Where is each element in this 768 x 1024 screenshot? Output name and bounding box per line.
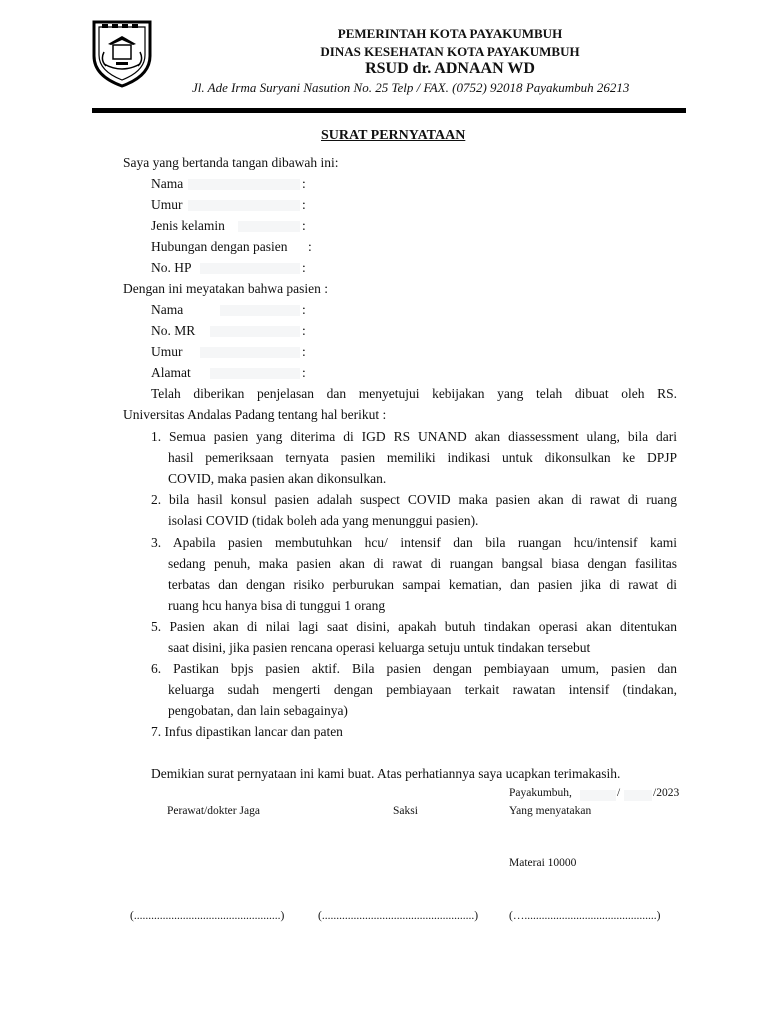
colon: :: [302, 218, 306, 233]
patient-name-field[interactable]: [220, 305, 300, 316]
header-address: Jl. Ade Irma Suryani Nasution No. 25 Telp / FAX. (0752) 92018 Payakumbuh 26213: [192, 80, 630, 95]
colon: :: [302, 197, 306, 212]
signature-day-field[interactable]: [580, 790, 616, 801]
closing-text: Demikian surat pernyataan ini kami buat. Atas perhatiannya saya ucapkan terimakasih.: [151, 766, 621, 781]
intro-text: Saya yang bertanda tangan dibawah ini:: [123, 155, 339, 170]
list-item-line: hasil pemeriksaan ternyata pasien memiliki indikasi untuk dikonsulkan ke DPJP: [168, 450, 677, 465]
signature-place: Payakumbuh,: [509, 787, 572, 799]
list-item-line: ruang hcu hanya bisa di tunggui 1 orang: [168, 598, 386, 613]
document-title: SURAT PERNYATAAN: [321, 128, 466, 143]
colon: :: [302, 302, 306, 317]
header-divider: [92, 108, 686, 113]
list-item-line: 1. Semua pasien yang diterima di IGD RS UNAND akan diassessment ulang, bila dari: [151, 429, 677, 444]
signature-year: /2023: [653, 787, 680, 799]
signature-line-declarant: (…..............................................): [509, 910, 661, 922]
patient-address-field[interactable]: [210, 368, 300, 379]
list-item-line: pengobatan, dan lain sebagainya): [168, 703, 348, 718]
list-item-line: isolasi COVID (tidak boleh ada yang menunggui pasien).: [168, 513, 479, 528]
patient-mr-label: No. MR: [151, 323, 196, 338]
header-government: PEMERINTAH KOTA PAYAKUMBUH: [337, 26, 563, 41]
paragraph-line: Telah diberikan penjelasan dan menyetujui kebijakan yang telah dibuat oleh RS.: [151, 386, 677, 401]
signature-col-declarant: Yang menyatakan: [509, 805, 592, 817]
signer-age-field[interactable]: [188, 200, 300, 211]
signature-line-nurse: (...................................................): [130, 910, 285, 922]
colon: :: [302, 323, 306, 338]
patient-name-label: Nama: [151, 302, 184, 317]
colon: :: [302, 344, 306, 359]
patient-intro-text: Dengan ini meyatakan bahwa pasien :: [123, 281, 329, 296]
patient-address-label: Alamat: [151, 365, 191, 380]
signer-phone-field[interactable]: [200, 263, 300, 274]
signer-name-field[interactable]: [188, 179, 300, 190]
list-item-line: 5. Pasien akan di nilai lagi saat disini, apakah butuh tindakan operasi akan ditentukan: [151, 619, 677, 634]
list-item-line: 7. Infus dipastikan lancar dan paten: [151, 724, 343, 739]
list-item-line: keluarga sudah mengerti dengan pembiayaan terkait rawatan intensif (tindakan,: [168, 682, 677, 697]
header-hospital: RSUD dr. ADNAAN WD: [365, 60, 535, 77]
signature-col-nurse: Perawat/dokter Jaga: [167, 805, 260, 817]
list-item-line: 2. bila hasil konsul pasien adalah suspect COVID maka pasien akan di rawat di ruang: [151, 492, 677, 507]
list-item-line: saat disini, jika pasien rencana operasi keluarga setuju untuk tindakan tersebut: [168, 640, 591, 655]
patient-age-label: Umur: [151, 344, 183, 359]
signer-phone-label: No. HP: [151, 260, 192, 275]
signature-month-field[interactable]: [624, 790, 652, 801]
patient-age-field[interactable]: [200, 347, 300, 358]
colon: :: [302, 260, 306, 275]
stamp-duty-note: Materai 10000: [509, 857, 577, 869]
signature-date-sep: /: [617, 787, 621, 799]
signer-relation-label: Hubungan dengan pasien: [151, 239, 288, 254]
signer-age-label: Umur: [151, 197, 183, 212]
signer-name-label: Nama: [151, 176, 184, 191]
list-item-line: 3. Apabila pasien membutuhkan hcu/ intensif dan bila ruangan hcu/intensif kami: [151, 535, 677, 550]
list-item-line: 6. Pastikan bpjs pasien aktif. Bila pasien dengan pembiayaan umum, pasien dan: [151, 661, 677, 676]
colon: :: [308, 239, 312, 254]
colon: :: [302, 365, 306, 380]
signature-line-witness: (.....................................................): [318, 910, 479, 922]
list-item-line: terbatas dan dengan risiko perburukan sampai kematian, dan pasien jika di rawat di: [168, 577, 677, 592]
header-department: DINAS KESEHATAN KOTA PAYAKUMBUH: [320, 44, 580, 59]
patient-mr-field[interactable]: [210, 326, 300, 337]
city-emblem-icon: [90, 18, 154, 88]
signer-gender-field[interactable]: [238, 221, 300, 232]
list-item-line: COVID, maka pasien akan dikonsulkan.: [168, 471, 387, 486]
paragraph-line: Universitas Andalas Padang tentang hal berikut :: [123, 407, 387, 422]
signature-col-witness: Saksi: [393, 805, 418, 817]
list-item-line: sedang penuh, maka pasien akan di rawat di ruangan bangsal biasa dengan fasilitas: [168, 556, 677, 571]
signer-gender-label: Jenis kelamin: [151, 218, 225, 233]
colon: :: [302, 176, 306, 191]
